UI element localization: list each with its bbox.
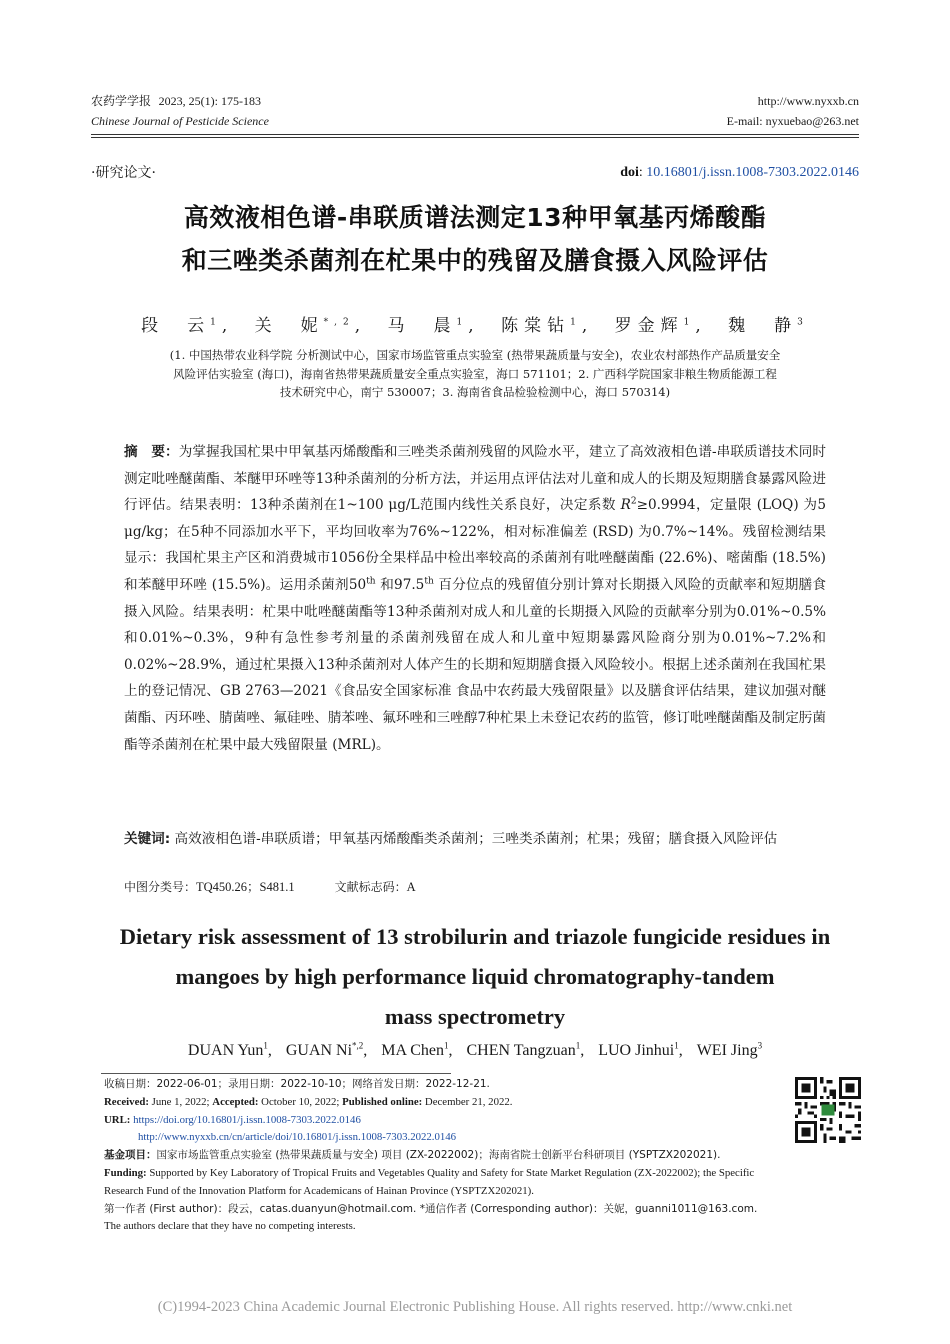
classification: 中图分类号：TQ450.26；S481.1 文献标志码：A <box>124 880 416 894</box>
title-cn-line-1: 高效液相色谱-串联质谱法测定13种甲氧基丙烯酸酯 <box>183 203 767 232</box>
author-cn: 魏 静$^3$ <box>728 316 809 336</box>
journal-header-left <box>91 91 269 131</box>
abstract-label: 摘 要： <box>124 444 179 460</box>
header-rule-2 <box>91 137 859 138</box>
journal-email[interactable]: E-mail: nyxuebao@263.net <box>726 114 859 128</box>
doi-label: doi <box>620 165 639 180</box>
qr-code-icon <box>795 1077 861 1143</box>
title-cn-line-2: 和三唑类杀菌剂在杧果中的残留及膳食摄入风险评估 <box>181 246 769 275</box>
title-en <box>91 917 859 1037</box>
title-cn <box>91 196 859 282</box>
abstract-text-3: 和97.5 <box>380 576 425 593</box>
affiliation-line: (1. 中国热带农业科学院 分析测试中心，国家市场监管重点实验室 (热带果蔬质量与安全)，农业农村部热作产品质量安全 <box>169 348 781 362</box>
url-line: URL: https://doi.org/10.16801/j.issn.1008-7303.2022.0146 <box>104 1113 361 1126</box>
abstract: 摘 要：为掌握我国杧果中甲氧基丙烯酸酯和三唑类杀菌剂残留的风险水平，建立了高效液相色谱-串联质谱技术同时测定吡唑醚菌酯、苯醚甲环唑等13种杀菌剂的分析方法，并运用点评估法对儿童和成人的长期及短期膳食暴露风险进行评估。结果表明：13种杀菌剂在1~100 μg/L范围内线性关系良好，决定系数 $R^2\ge 0.9994$，定量限 (LOQ) 为5 μg/kg；在5种不同添加水平下，平均回收率为76%~122%，相对标准偏差 (RSD) 为0.7%~14%。残留检测结果显示：我国杧果主产区和消费城市1056份全果样品中检出率较高的杀菌剂有吡唑醚菌酯 (22.6%)、嘧菌酯 (18.5%) 和苯醚甲环唑 (15.5%)。运用杀菌剂50th 和97.5th 百分位点的残留值分别计算对长期摄入风险的贡献率和短期膳食摄入风险。结果表明：杧果中吡唑醚菌酯等13种杀菌剂对成人和儿童的长期摄入风险的贡献率分别为0.01%~0.5%和0.01%~0.3%，9种有急性参考剂量的杀菌剂残留在成人和儿童中短期暴露风险商分别为0.01%~7.2%和0.02%~28.9%，通过杧果摄入13种杀菌剂对人体产生的长期和短期膳食摄入风险较小。根据上述杀菌剂在我国杧果上的登记情况、GB 2763—2021《食品安全国家标准 食品中农药最大残留限量》以及膳食评估结果，建议加强对醚菌酯、丙环唑、腈菌唑、氟硅唑、腈苯唑、氟环唑和三唑醇7种杧果上未登记农药的监管，修订吡唑醚菌酯及制定肟菌酯等杀菌剂在杧果中最大残留限量 (MRL)。 <box>124 444 827 753</box>
affiliation-line: 风险评估实验室 (海口)，海南省热带果蔬质量安全重点实验室，海口 571101；2. 广西科学院国家非粮生物质能源工程 <box>173 366 777 381</box>
author-cn: 陈棠钻$^1$, <box>501 316 594 336</box>
abstract-text-1: 为掌握我国杧果中甲氧基丙烯酸酯和三唑类杀菌剂残留的风险水平，建立了高效液相色谱-串联质谱技术同时测定吡唑醚菌酯、苯醚甲环唑等13种杀菌剂的分析方法，并运用点评估法对儿童和成人的长期及短期膳食暴露风险进行评估。结果表明：13种杀菌剂在1~100 μg/L范围内线性关系良好，决定系数 <box>124 444 827 514</box>
funding-cn: 基金项目：国家市场监管重点实验室 (热带果蔬质量与安全) 项目 (ZX-2022002)；海南省院士创新平台科研项目 (YSPTZX202021). <box>104 1149 721 1162</box>
author-cn: 段 云$^1$, <box>141 316 234 336</box>
article-url-link[interactable]: http://www.nyxxb.cn/cn/article/doi/10.16801/j.issn.1008-7303.2022.0146 <box>138 1131 457 1144</box>
journal-header-right <box>727 91 859 131</box>
document-code: A <box>406 880 416 894</box>
first-author-note: 第一作者 (First author)：段云，catas.duanyun@hotmail.com. *通信作者 (Corresponding author)：关妮，guanni1011@163.com. <box>104 1202 758 1215</box>
author-en: LUO Jinhui$^1$, <box>598 1040 683 1059</box>
keywords <box>124 827 826 851</box>
section-label: ·研究论文· <box>91 165 156 181</box>
dates-en: Received: June 1, 2022; Accepted: October 10, 2022; Published online: December 21, 2022. <box>104 1095 513 1108</box>
doi-url-link[interactable]: https://doi.org/10.16801/j.issn.1008-7303.2022.0146 <box>133 1113 361 1126</box>
journal-name-cn: 农药学学报 <box>91 94 152 108</box>
journal-name-en: Chinese Journal of Pesticide Science <box>91 114 269 128</box>
doi-line: doi: 10.16801/j.issn.1008-7303.2022.0146 <box>620 165 859 180</box>
title-en-line-2: mangoes by high performance liquid chromatography-tandem <box>175 964 775 989</box>
author-en: WEI Jing$^3$ <box>696 1040 763 1059</box>
footnotes <box>104 1076 794 1236</box>
title-en-line-1: Dietary risk assessment of 13 strobilurin and triazole fungicide residues in <box>119 924 831 949</box>
abstract-text-4: 百分位点的残留值分别计算对长期摄入风险的贡献率和短期膳食摄入风险。结果表明：杧果中吡唑醚菌酯等13种杀菌剂对成人和儿童的长期摄入风险的贡献率分别为0.01%~0.5%和0.01%~0.3%，9种有急性参考剂量的杀菌剂残留在成人和儿童中短期暴露风险商分别为0.01%~7.2%和0.02%~28.9%，通过杧果摄入13种杀菌剂对人体产生的长期和短期膳食摄入风险较小。根据上述杀菌剂在我国杧果上的登记情况、GB 2763—2021《食品安全国家标准 食品中农药最大残留限量》以及膳食评估结果，建议加强对醚菌酯、丙环唑、腈菌唑、氟硅唑、腈苯唑、氟环唑和三唑醇7种杧果上未登记农药的监管，修订吡唑醚菌酯及制定肟菌酯等杀菌剂在杧果中最大残留限量 (MRL)。 <box>124 576 826 753</box>
abstract-text-2: ≥0.9994，定量限 (LOQ) 为5 μg/kg；在5种不同添加水平下，平均回收率为76%~122%，相对标准偏差 (RSD) 为0.7%~14%。残留检测结果显示：我国杧果主产区和消费城市1056份全果样品中检出率较高的杀菌剂有吡唑醚菌酯 (22.6%)、嘧菌酯 (18.5%) 和苯醚甲环唑 (15.5%)。运用杀菌剂50 <box>124 497 826 593</box>
author-en: DUAN Yun$^1$, <box>187 1040 272 1059</box>
authors-en <box>91 1040 859 1062</box>
volume-pages: 2023, 25(1): 175-183 <box>158 94 261 108</box>
affiliation-line: 技术研究中心，南宁 530007；3. 海南省食品检验检测中心，海口 570314) <box>279 385 671 399</box>
dates-cn: 收稿日期：2022-06-01；录用日期：2022-10-10；网络首发日期：2022-12-21. <box>104 1078 490 1090</box>
keywords-label: 关键词: <box>124 831 171 847</box>
funding-en: Funding: Supported by Key Laboratory of Tropical Fruits and Vegetables Quality and Safety for State Market Regulation (ZX-2022002); the Specific Research Fund of the Innovation Platform for Academicans of Hainan Province (YSPTZX202021). <box>104 1166 755 1197</box>
header-rule-1 <box>91 134 859 135</box>
author-en: CHEN Tangzuan$^1$, <box>466 1040 585 1059</box>
journal-website[interactable]: http://www.nyxxb.cn <box>757 94 859 108</box>
author-en: GUAN $Ni^{*,2}$, <box>285 1040 368 1059</box>
affiliations <box>91 346 859 402</box>
author-cn: 关 妮$^{*,2}$, <box>254 316 367 336</box>
author-cn: 马 晨$^1$, <box>387 316 480 336</box>
author-cn: 罗金辉$^1$, <box>614 316 707 336</box>
keywords-text: 高效液相色谱-串联质谱；甲氧基丙烯酸酯类杀菌剂；三唑类杀菌剂；杧果；残留；膳食摄入风险评估 <box>174 831 778 847</box>
competing-interests: The authors declare that they have no competing interests. <box>104 1220 356 1233</box>
doi-link[interactable]: 10.16801/j.issn.1008-7303.2022.0146 <box>646 165 859 180</box>
authors-cn <box>91 314 859 338</box>
title-en-line-3: mass spectrometry <box>384 1004 566 1029</box>
clc-number: TQ450.26；S481.1 <box>196 880 295 894</box>
footnote-rule <box>101 1073 451 1074</box>
url-line-2 <box>104 1129 794 1147</box>
author-en: MA Chen$^1$, <box>381 1040 453 1059</box>
copyright-footer: (C)1994-2023 China Academic Journal Electronic Publishing House. All rights reserved. http://www.cnki.net <box>157 1299 793 1315</box>
